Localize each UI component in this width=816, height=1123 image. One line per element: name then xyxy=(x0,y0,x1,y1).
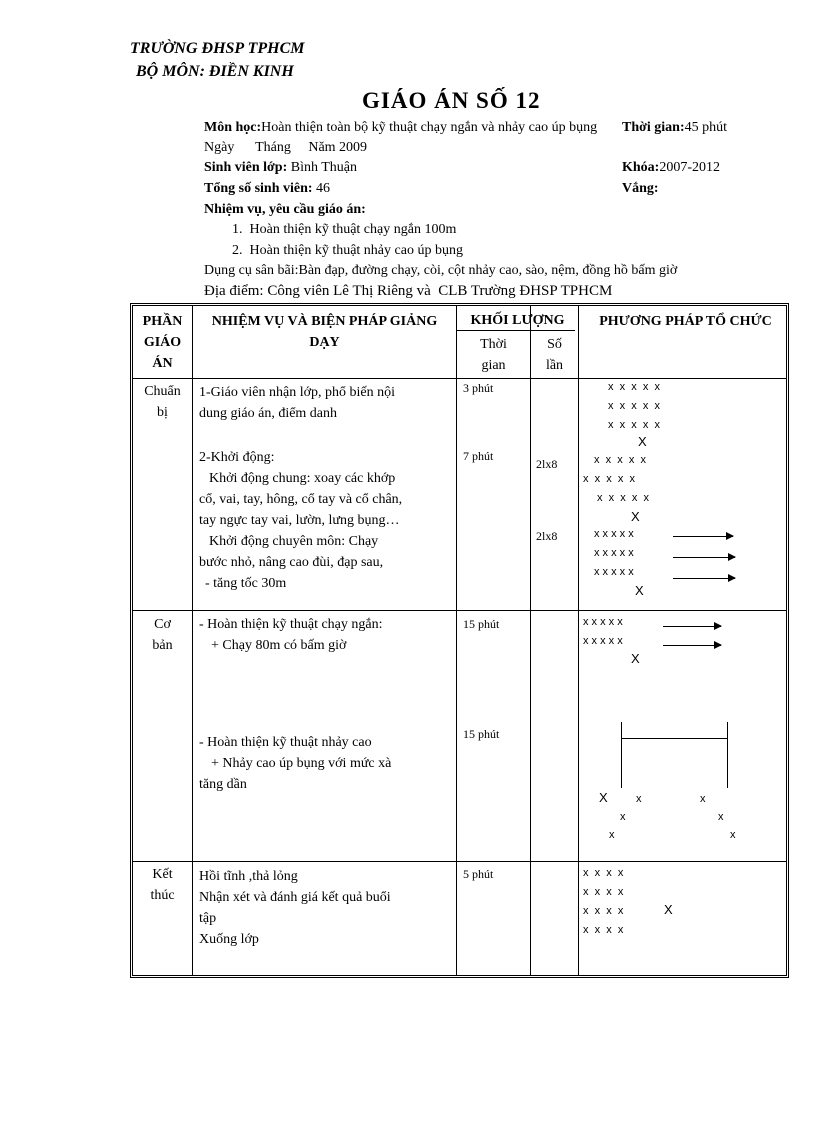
course-value: 2007-2012 xyxy=(659,160,721,175)
teacher-marker: X xyxy=(631,509,640,524)
run-arrow xyxy=(663,645,721,646)
subject-line xyxy=(204,120,597,136)
absent-label: Vắng: xyxy=(622,181,659,196)
header-nhiem-vu: NHIỆM VỤ VÀ BIỆN PHÁP GIẢNG DẠY xyxy=(211,314,438,350)
section1-content: 1-Giáo viên nhận lớp, phổ biến nội dung giáo án, điểm danh 2-Khởi động: Khởi động chung: xoay các khớp cổ, vai, tay, hông, cổ tay và cổ chân, tay ngực tay vai, lườn, lưng bụng… Khởi động chuyên môn: Chạy bước nhỏ, nâng cao đùi, đạp sau, - tăng tốc 30m xyxy=(199,385,403,591)
jumper: x xyxy=(609,829,615,841)
total-label: Tổng số sinh viên: xyxy=(204,181,313,196)
time-3: 3 phút xyxy=(463,381,494,395)
jumper: x xyxy=(620,811,626,823)
jumper: x xyxy=(730,829,736,841)
time-7: 7 phút xyxy=(463,449,494,463)
jumper: x xyxy=(636,793,642,805)
task-item: 2. Hoàn thiện kỹ thuật nhảy cao úp bụng xyxy=(232,243,463,258)
header-thoi-gian: Thời gian xyxy=(480,337,507,373)
section2-content: - Hoàn thiện kỹ thuật chạy ngắn: + Chạy 80m có bấm giờ - Hoàn thiện kỹ thuật nhảy cao + Nhảy cao úp bụng với mức xà tăng dần xyxy=(199,617,392,792)
runner-row: x x x x x xyxy=(583,616,623,628)
header-phan: PHẦN GIÁO ÁN xyxy=(142,314,183,371)
tasks-heading: Nhiệm vụ, yêu cầu giáo án: xyxy=(204,202,366,217)
high-jump-post-right xyxy=(727,722,728,788)
run-arrow xyxy=(673,557,735,558)
course-line xyxy=(622,160,720,176)
time-5: 5 phút xyxy=(463,867,494,881)
teacher-marker: X xyxy=(631,651,640,666)
formation-row: x x x x x xyxy=(583,473,635,485)
run-arrow xyxy=(663,626,721,627)
formation-row: x x x x x xyxy=(608,419,660,431)
time-value: 45 phút xyxy=(684,120,727,135)
time-15b: 15 phút xyxy=(463,727,500,741)
absent-line xyxy=(622,181,659,197)
teacher-marker: X xyxy=(599,790,608,805)
formation-row: x x x x x xyxy=(597,492,649,504)
formation-row: x x x x x xyxy=(608,381,660,393)
high-jump-post-left xyxy=(621,722,622,788)
lesson-plan-table xyxy=(130,303,789,978)
page-title: GIÁO ÁN SỐ 12 xyxy=(362,88,541,113)
school-name: TRƯỜNG ĐHSP TPHCM xyxy=(130,40,305,57)
reps-1: 2lx8 xyxy=(536,457,558,471)
runner-row: x x x x x xyxy=(583,635,623,647)
subject-value: Hoàn thiện toàn bộ kỹ thuật chạy ngắn và nhảy cao úp bụng xyxy=(261,120,598,135)
high-jump-crossbar xyxy=(621,738,728,739)
formation-row: x x x x xyxy=(583,905,624,917)
run-arrow xyxy=(673,536,733,537)
teacher-marker: X xyxy=(664,902,673,917)
time-label: Thời gian: xyxy=(622,120,685,135)
section-chuan-bi: Chuẩn bị xyxy=(144,384,181,420)
runner-row: x x x x x xyxy=(594,547,634,559)
total-value: 46 xyxy=(316,181,331,196)
subject-label: Môn học: xyxy=(204,120,262,135)
runner-row: x x x x x xyxy=(594,566,634,578)
formation-row: x x x x xyxy=(583,924,624,936)
time-line xyxy=(622,120,727,136)
run-arrow xyxy=(673,578,735,579)
header-khoi-luong: KHỐI LƯỢNG xyxy=(470,313,565,328)
formation-row: x x x x xyxy=(583,867,624,879)
teacher-marker: X xyxy=(638,434,647,449)
class-label: Sinh viên lớp: xyxy=(204,160,288,175)
task-item: 1. Hoàn thiện kỹ thuật chạy ngắn 100m xyxy=(232,222,457,237)
location-line: Địa điểm: Công viên Lê Thị Riêng và CLB Trường ĐHSP TPHCM xyxy=(204,283,613,299)
header-phuong-phap: PHƯƠNG PHÁP TỔ CHỨC xyxy=(599,314,772,329)
date-line: Ngày Tháng Năm 2009 xyxy=(204,140,368,155)
runner-row: x x x x x xyxy=(594,528,634,540)
section-ket-thuc: Kết thúc xyxy=(150,867,175,903)
course-label: Khóa: xyxy=(622,160,660,175)
class-line xyxy=(204,160,357,176)
equipment-line: Dụng cụ sân bãi:Bàn đạp, đường chạy, còi, cột nhảy cao, sào, nệm, đồng hồ bấm giờ xyxy=(204,263,678,278)
jumper: x xyxy=(700,793,706,805)
total-line xyxy=(204,181,330,197)
department-name: BỘ MÔN: ĐIỀN KINH xyxy=(136,63,294,80)
teacher-marker: X xyxy=(635,583,644,598)
section3-content: Hồi tĩnh ,thả lỏng Nhận xét và đánh giá kết quả buổi tập Xuống lớp xyxy=(199,869,391,947)
formation-row: x x x x xyxy=(583,886,624,898)
header-so-lan: Số lần xyxy=(545,337,564,373)
time-15a: 15 phút xyxy=(463,617,500,631)
reps-2: 2lx8 xyxy=(536,529,558,543)
formation-row: x x x x x xyxy=(594,454,646,466)
formation-row: x x x x x xyxy=(608,400,660,412)
class-value: Bình Thuận xyxy=(290,160,357,175)
section-co-ban: Cơ bản xyxy=(152,617,173,653)
jumper: x xyxy=(718,811,724,823)
